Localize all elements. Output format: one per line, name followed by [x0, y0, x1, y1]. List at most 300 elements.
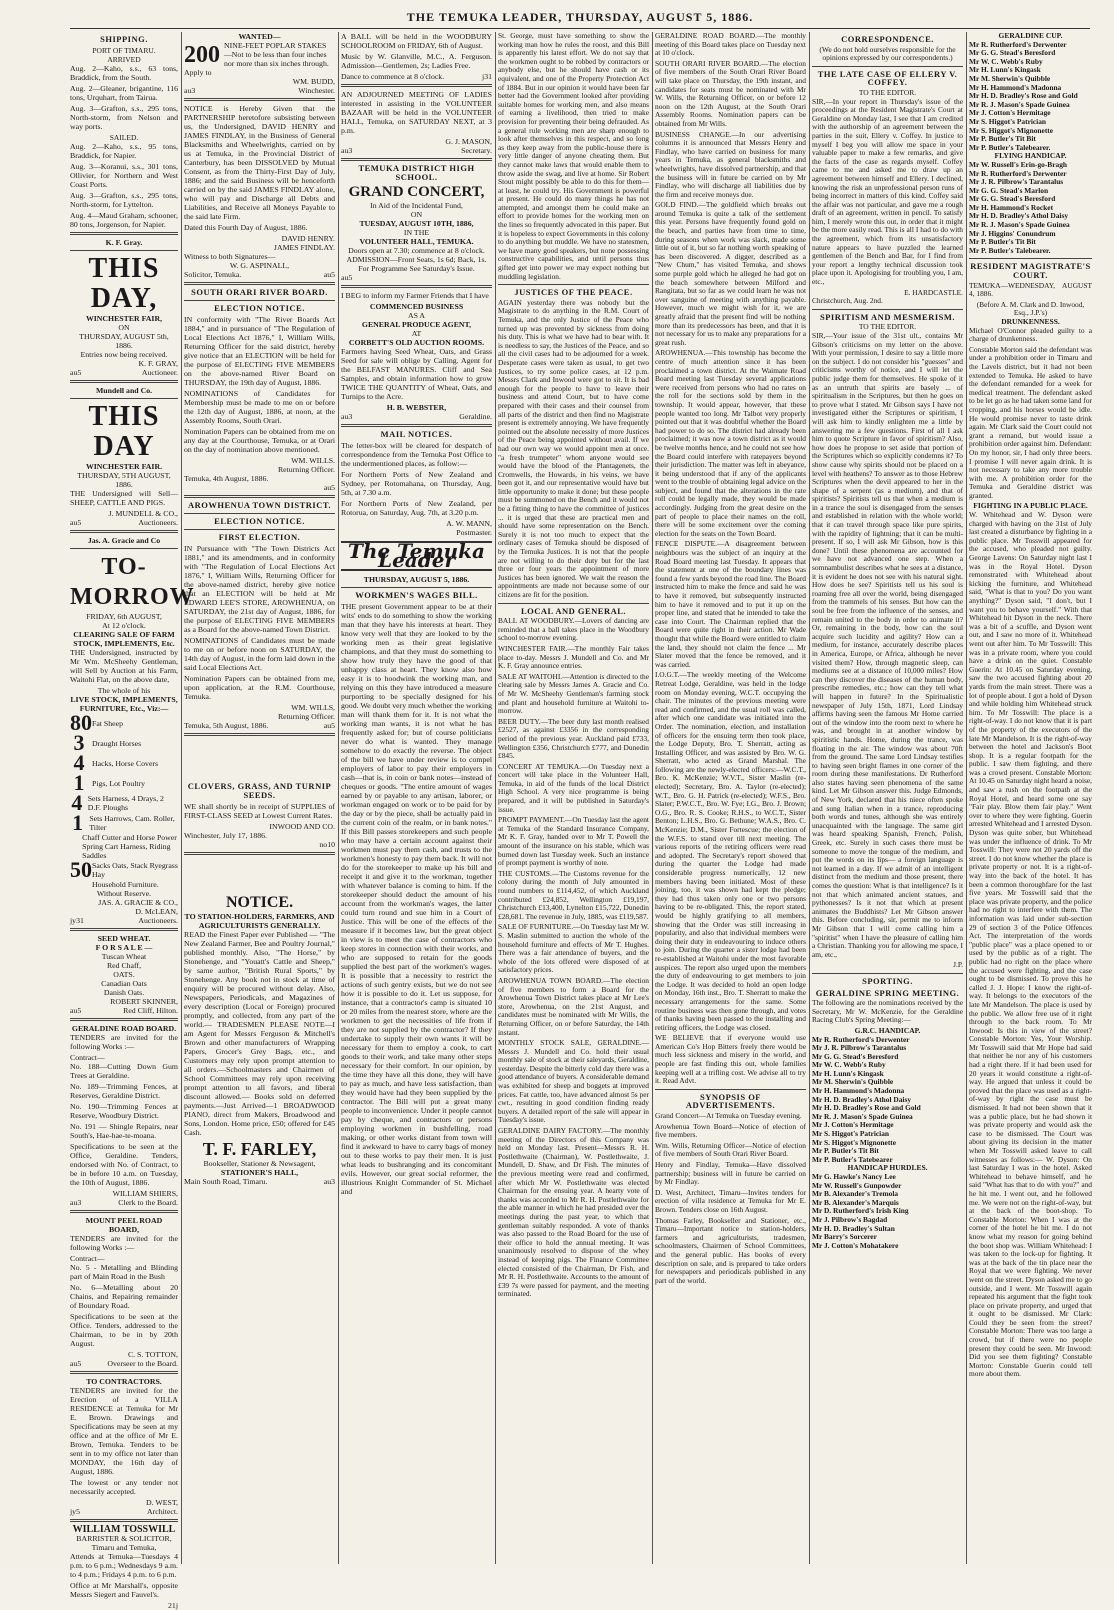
grand-concert-heading: GRAND CONCERT,	[348, 184, 485, 200]
farley-role: Bookseller, Stationer & Newsagent,	[203, 1159, 316, 1168]
nomination-item: Mr G. Hawke's Nancy Lee	[812, 1172, 896, 1181]
ad-ref: 21j	[168, 1601, 178, 1610]
justices-text: AGAIN yesterday there was nobody but the Magistrate to do anything in the R.M. Court of Temuka, and the only Justice of the Peace who turned up was prevented by sickness from doing his duty. This is what we have had to bear with. It is needless to say, the Justices of the Peace, and so all the civil cases had to be adjourned for a week. Desperate cases were taken as usual, to get two Justices, to try some police cases, at 12 p.m. Messrs Clark and Inwood were got to sit. It is bad enough for the people to have to leave their business and attend Court, but to have come prepared with their cases and their counsel from all parts of the district and then find no Magistrate present is extremely annoying. We have frequently pointed out the absolute necessity of more Justices of the Peace being appointed without avail. If we had our own way we would appoint men at once. "a fresh trumpeter" whom anyone would see would have the blood of the Plantagenets, the Cromwells, the Howards, in his veins, we have been got it, and our representative would have but little opportunity to make it done; but these people must be summoned on the Bench and it would not be a fitting thing to have the committee of justices ... it is urged that these are practical men and should have some representation on the Bench. Surely it is not too much to expect that the ordinary cases of Temuka should be disposed of by the Temuka Justices. It is not that the people are not willing to do their duty but for the last three or four years the appointment of more Justices has been ignored. We wait the reason the appointments are made not because some of our citizens are fit for the position.	[498, 297, 649, 599]
nomination-item: Mr S. Higgot's Mignonette	[969, 125, 1054, 135]
wanted-text: NINE-FEET POPLAR STAKES —Not to be less than four inches nor more than six inches through.	[224, 41, 329, 68]
first-election-heading: FIRST ELECTION.	[218, 532, 301, 542]
news-item: AROWHENUA TOWN BOARD.—The election of five members to form a Board for the Arowhenua Town District takes place at Mr Lee's store, Arowhenua, on the 21st August, and candidates must be nominated with Mr Wills, the Returning Officer, on or before Saturday, the 14th instant.	[498, 975, 649, 1037]
place: Red Cliff, Hilton.	[123, 1006, 178, 1015]
ball-music: Music by W. Glanville, M.C., A. Ferguson. Admission—Gentlemen, 2s; Ladies Free.	[341, 52, 492, 70]
stock-label: Fat Sheep	[92, 718, 123, 728]
news-item: BALL AT WOODBURY.—Lovers of dancing are reminded that a ball takes place in the Woodbury school to-morrow evening.	[498, 616, 649, 643]
news-item: GOLD FIND.—The goldfield which breaks out around Temuka is quite a talk of the settlement this year. Persons have frequently found gold on the beach, and parties have from time to time, during seasons when work was slack, made some little out of it, but so far nothing worth speaking of has been discovered. A digger, described as a "New Chum," has visited Temuka, and shows some purple gold which he alleged he had got on the beach somewhere between Milford and Rangitata, but so far as we could learn he was not over sanguine of meeting with anything payable. However, much we might wish for it, we are greatly afraid that the present find will be nothing more than its predecessors has been, and that it is not necessary for us to make any preparations for a great rush.	[655, 200, 806, 347]
signature: DAVID HENRY.	[281, 234, 335, 243]
correspondence-note: (We do not hold ourselves responsible for the opinions expressed by our correspondents.)	[819, 44, 956, 63]
stock-label: Sets Harrows, Cam. Roller, Tilter	[89, 814, 175, 832]
stock-item	[70, 770, 178, 795]
on-label: ON	[410, 210, 423, 219]
farley-address: Main South Road, Timaru.	[184, 1177, 268, 1186]
nomination-item: Mr H. D. Bradley's Rose and Gold	[812, 1103, 921, 1113]
dated-line: Dated this Fourth Day of August, 1886.	[184, 223, 308, 232]
mail-notices-heading: MAIL NOTICES.	[380, 429, 453, 439]
contracts-list	[70, 1062, 178, 1140]
lowest-note: The lowest or any tender not necessarily accepted.	[70, 1478, 178, 1496]
stock-item	[70, 790, 178, 815]
handicap-heading: G.R.C. HANDICAP.	[854, 1025, 921, 1035]
nomination-item: Mr B. Alexander's Tremola	[812, 1189, 899, 1199]
rm-text: Constable Morton said the defendant was under a prohibition order in Timaru and the Lavels district, but it had not been extended to Temuka. He asked to have the defendant remanded for a week for medical treatment. The defendant asked to be let go as he had taken some land for cropping, and his horses would be idle. He would promise never to taste drink again. Mr Clark said the Court could not grant a remand, but would issue a prohibition order against him. Defendant: On my honor, sir, I had only three beers. I promise I will never again drink. It is not necessary to take any more trouble with me. A prohibition order for the Temuka and Geraldine district was granted.	[969, 344, 1092, 500]
shipping-heading: SHIPPING.	[100, 34, 148, 44]
news-item: BUSINESS CHANGE.—In our advertising columns it is announced that Messrs Henry and Findlay, who have carried on business for many years in Temuka, as general blacksmiths and wheelwrights, have dissolved partnership, and that the business will in future be carried on by Mr Findlay, who will discharge all liabilities due by the firm and receive moneys due.	[655, 129, 806, 199]
in-the-label: IN THE	[403, 228, 430, 237]
tosswill-office: Office at Mr Marshall's, opposite Messrs Siegert and Fauvel's.	[70, 1581, 178, 1599]
news-item: WINCHESTER FAIR.—The monthly Fair takes place to-day. Messrs J. Mundell and Co. and Mr K. F. Gray announce entries.	[498, 643, 649, 671]
nomination-item: Mr R. J. Mason's Spade Guinea	[969, 220, 1070, 230]
column-rule	[495, 32, 496, 1564]
ad-ref: no10	[319, 840, 335, 849]
nomination-item: Mr D. Rutherford's Irish King	[812, 1206, 909, 1216]
dated-line: Temuka, 4th August, 1886.	[184, 474, 269, 483]
clovers-heading: CLOVERS, GRASS, AND TURNIP SEEDS.	[187, 781, 332, 800]
mount-peel-heading: MOUNT PEEL ROAD BOARD,	[85, 1216, 163, 1234]
nomination-item: Mr H. Hammond's Rocket	[969, 202, 1054, 212]
stock-label: Sacks Oats, Stack Ryegrass Hay	[92, 861, 178, 879]
election-notice-heading: ELECTION NOTICE.	[214, 516, 305, 526]
divider	[70, 1018, 178, 1021]
ad-ref: au3	[184, 86, 196, 95]
on-label: ON	[118, 323, 130, 332]
divider	[184, 733, 335, 736]
contract-item: No. 6—Metalling about 20 Chains, and Repairing remainder of Boundary Road.	[70, 1283, 178, 1310]
nomination-item: Mr H. D. Bradley's Sultan	[812, 1223, 895, 1233]
flying-list	[969, 161, 1092, 256]
spiritism-heading: SPIRITISM AND MESMERISM.	[819, 311, 956, 322]
seed-item: Danish Oats.	[103, 988, 145, 997]
nomination-item: Mr Barry's Sorcerer	[812, 1232, 877, 1242]
sailing-item: Aug. 4—Maud Graham, schooner, 80 tons, Jorgenson, for Napier.	[70, 211, 178, 229]
orari-election-text: IN conformity with "The River Boards Act 1884," and in pursuance of "The Regulation of Local Elections Act 1876," I, William Wills, Returning Officer for the said district, hereby give notice that an ELECTION will be held for the purpose of ELECTING FIVE MEMBERS on the above-named River Board on THURSDAY, the 19th day of August, 1886.	[184, 315, 335, 387]
synopsis-heading: SYNOPSIS OF ADVERTISEMENTS.	[685, 1091, 776, 1111]
nomination-item: Mr J. Pilbrow's Bagdad	[812, 1214, 888, 1224]
column-7	[969, 32, 1092, 1381]
apply-label: Apply to	[184, 68, 212, 77]
tenders-text: TENDERS are invited for the following Works :—	[70, 1033, 178, 1051]
ad-ref: au3	[341, 412, 353, 421]
synopsis-item: Thomas Farley, Bookseller and Stationer, etc., Timaru—Important notice to station-holders, farmers and agriculturists, tradesmen, schoolmasters, Chairmen of School Committees, and the general public. Has books of every description on sale, and is prepared to take orders for newspapers and periodicals published in any part of the world.	[655, 1215, 806, 1285]
witness-label: Witness to both Signatures—	[184, 252, 276, 261]
place: Winchester, July 17, 1886.	[184, 831, 267, 840]
nomination-item: Mr B. Alexander's Marquis	[812, 1197, 899, 1207]
whole-label: The whole of his	[97, 686, 151, 695]
synopsis-item: D. West, Architect, Timaru—Invites tenders for erection of villa residence at Temuka for Mr E. Brown. Tenders close on 16th August.	[655, 1187, 806, 1214]
stock-label: Household Furniture.	[92, 880, 159, 889]
signature: INWOOD AND CO.	[269, 822, 335, 831]
sailed-label: SAILED.	[109, 133, 139, 142]
synopsis-item: Henry and Findlay, Temuka—Have dissolved partnership; business will in future be carried on by Mr Findlay.	[655, 1160, 806, 1187]
nomination-item: Mr P. Butler's Talebearer.	[969, 245, 1051, 255]
news-item: GERALDINE ROAD BOARD.—The monthly meeting of this Board takes place on Tuesday next at 10 o'clock.	[655, 31, 806, 58]
news-item: FENCE DISPUTE.—A disagreement between neighbours was the subject of an inquiry at the Road Board meeting last Tuesday. It appears that the statement at one of the boundary lines was found a few yards beyond the road line. The Board instructed him to make the fence and said he was to have it removed, but subsequently instructed him to have it removed and to put it up on the proper line, and stated that he intended to take the case into Court. The Chairman replied that the Board were quite right in their action. Mr Wade thought that while the Board were entitled to claim the land, they should not claim the fence ... Mr Slater moved that the fence be removed, and it was carried.	[655, 539, 806, 669]
masthead-rule	[70, 28, 1090, 29]
entries-note: Entries now being received.	[80, 350, 168, 359]
seed-item: Canadian Oats	[101, 979, 147, 988]
seed-item: OATS.	[113, 970, 135, 979]
divider	[70, 1371, 178, 1374]
arrivals-list	[70, 64, 178, 131]
nomination-item: Mr G. G. Stead's Beresford	[812, 1051, 899, 1061]
mail-north: For Northern Ports of New Zealand and Sydney, per Rotomahana, on Thursday, Aug. 5th, at 7.30 a.m.	[341, 470, 492, 497]
stock-count: 4	[73, 750, 85, 775]
divider	[184, 282, 335, 285]
ball-time: Dance to commence at 8 o'clock.	[341, 72, 445, 81]
news-item: SALE AT WAITOHI.—Attention is directed to the clearing sale by Messrs James A. Gracie and Co. of Mr W. McSheehy Gentleman's farming stock and plant and household furniture at Waitohi to-morrow.	[498, 671, 649, 716]
spiritism-letter: SIR,—Your issue of the 31st ult., contains Mr Gibson's criticisms on my letter on the above. With your permission, I desire to say a little more on the subject. I do not consider his "guesses" and criticisms worthy of notice, and I will let the public judge them for themselves. He spoke of it as an untruth that spirits are basely ... of spiritualism in the Scriptures, but then he goes on to prove what I stated. Mr Gibson says I have not investigated either the Scriptures or spiritism, I will ask him to kindly enlighten me a little by answering me a few questions. First of all I ask him to quote Scripture in favor of spiritism? Also, how does he propose to set aside that portion of the Scriptures which so explicitly condemns it? To show cause why spirits should not be placed on a level with heathens? To answer as to those Hebrew Scriptures when the devil appeared to her in the shape of a serpent (as a medium), and that of spiritists? Spiritists tell us that when a medium is in a trance the soul is disengaged from the senses and established in relation with the whole world; that it can travel through space like pure spirits, with the rapidity of lightning; that it can be multi-present. If so, I will ask Mr Gibson, how is this done? Until these phenomena are accounted for we have not advanced one step. When a somnambulist describes what he sees at a distance, it is evident he does not see with his natural sight. How does he see? Spiritists tell us his soul is roaming free all over the world, being disengaged from the trammels of his senses. But how can the soul be free from the influence of the senses, and remain united to the body in order to animate it? Or, remaining in the body, how can the soul acquire such lucidity and agility? How can a medium, for instance, accurately describe places in America, Europe, or Africa, although he never visited them? How, through magnetic sleep, can mediums see at a distance of 10,000 miles? How can they discover the diseases of the human body, prescribe remedies, etc.; how can they tell what will happen in future? In the Spiritualistic newspaper of July 15th, 1871, Lord Lindsay affirms having seen the famous Mr Home carried out of the window into the room next to where he was, and brought in at another window by spiritistic hands. Home, during the trance, was floating in the air. The window was about 70ft from the ground. The same Lord Lindsay testifies to having seen bright flames in one corner of the room during these manifestations. Dr Rutherford also states having seen phenomena of the same kind. Let Mr Gibson answer this. Judge Edmonds, of New York, declared that his niece often spoke and sung Italian when in a trance, reproducing both words and tunes, although she was entirely unacquainted with the language. The same girl was heard speaking Spanish, French, Polish, Greek, etc. Surely in such cases there must be someone to move the tongue of the medium, and put the words on its lips— a foreign language is not learned in a day. If we admit of an intelligent distinct from the medium and those present, there comes the question: What is that intelligence? Is it not that which animated ancient statues, and pythonesses? Is it not that which at present animates the Buddhists? Let Mr Gibson answer this. Before concluding, sir, permit me to inform Mr Gibson that I will come calling him a "spiritist" when I have the pleasure of calling him a Christian. Thanking you for allowing me space, I am, etc.,	[812, 331, 963, 959]
fighting-text: W. Whitehead and W. Dyson were charged with having on the 31st of July last created a disturbance by fighting in a public place. Mr Tosswill appeared for the accused, who pleaded not guilty. George Lavens: On Saturday night last I was in the Royal Hotel. Dyson remonstrated with Whitehead about kicking the furniture, and Whitehead said, "What is that to you? Do you want anything?" Dyson said, "I don't, but I want you to behave yourself." With that Whitehead hit Dyson in the neck. There was a bit of a scuffle, and Dyson went out, and I saw no more of it. Whitehead went out after him. To Mr Tosswill: This was in a private room, where you could have a drink on the quiet. Constable Guerin: At 10.45 on Saturday evening, saw the two accused fighting about 20 yards from the main street. There was a lot of people about. I got a hold of Dyson and while holding him Whitehead struck him. To Mr Tosswill: The place is a right-of-way. I do not know that it is part of the property of the executors of the late Mr Mandelson. It is the right-of-way between the hotel and Jackson's Boot shop. It is a regular footpath for the public. I saw them fighting, and there was a crowd present. Constable Morton: At 10.45 on Saturday night heard a noise, and saw a rush on the footpath at the Royal Hotel, and heard some one say "Fair play. Blow them fair play." Went over to where they were fighting. Guerin arrested Whitehead and I arrested Dyson. Dyson was quite sober, but Whitehead was under the influence of drink. To Mr Tosswill: They were not 20 yards off the street. I do not know whether the place is private property or not. It is a right-of-way into the back of the hotel. It has been a common thoroughfare for the last five years. Mr Tosswill said that the place was private property, and the police had no right to interfere with them. The information was laid under sub-section 29 of section 3 of the Police Offences Act. The interpretation of the words "public place" was a place opened to or used by the public as of a right. The public had no right on the place where the accused were fighting, and the case ought to be dismissed. To prove this he called J. J. Hope: I know the right-of-way. It belongs to the executors of the late Mr Mandelson. The place is used by the public. We allow free use of it right through to the back room. To Mr Inwood: Is this in view of the street? Constable Morton: Yes, Your Worship. Mr Tosswill said that Mr Hope had said that neither he nor any of his customers had a right there. If it had been used for 20 years it would constitute a right-of-way. He argued that unless it could be proved that the place was used as a right-of-way by right the case must be dismissed. It had not been shown that it was a public place, but he had shown it was private property and would ask the case to be dismissed. The Court was about giving its decision in the matter when Mr Tosswill asked leave to call witnesses as follows:— W. Dyson: On last Saturday I was in the hotel. Asked Whitehead to behave himself, and he said "What has that to do with you?" and he hit me. I went out, and he followed me. We were not on the right-of-way, but at the back of the boot-shop. To Constable Morton: When I was at the corner of the hotel he hit me. I do not know what my reason for going behind the boot shop was. William Whitehead: I was taken to the lock-up for fighting. It was at the back of the tin place near the Royal that we were fighting. We never went on the street. Dyson asked me to go outside, and I went. Mr Tosswill again repeated his argument that the fight took place on private property, and urged that it ought to be dismissed. Mr Clark: Could they be seen from the street? Constable Morton: There was too large a crowd, but if there were no people present they could be seen. Mr Inwood: Did you see them fighting? Constable Morton: Constable Guerin could tell more about them.	[969, 510, 1092, 1379]
webster-intro: I BEG to inform my Farmer Friends that I have	[341, 291, 489, 300]
signature: D. WEST,	[146, 1498, 178, 1507]
cup-list	[969, 41, 1092, 153]
divider	[341, 158, 492, 161]
gracie-heading: Jas. A. Gracie and Co	[87, 536, 161, 545]
signature: WM. WILLS,	[291, 703, 335, 712]
sporting-heading: SPORTING.	[862, 975, 913, 986]
nomination-item: Mr S. Higgot's Mignonette	[812, 1137, 897, 1147]
wanted-number: 200	[184, 41, 220, 68]
arrival-item: Aug. 2—Gleaner, brigantine, 116 tons, Urquhart, from Tairua.	[70, 84, 178, 102]
signature: JAS. A. GRACIE & CO.,	[98, 898, 178, 907]
role: Clerk to the Board.	[118, 1198, 178, 1207]
nomination-item: Mr H. Hammond's Madonna	[812, 1086, 905, 1096]
nomination-item: Mr S. Higgot's Patrician	[969, 116, 1047, 126]
nomination-item: Mr H. Lunn's Kingask	[969, 65, 1041, 75]
signature: ROBERT SKINNER,	[110, 997, 178, 1006]
nomination-item: Mr W. Russell's Gunpowder	[812, 1180, 902, 1190]
nomination-item: Mr R. Rutherford's Derwenter	[969, 39, 1067, 49]
justices-heading: JUSTICES OF THE PEACE.	[514, 287, 633, 298]
divider	[184, 852, 335, 855]
notice-text: READ the Finest Paper ever Published — "The New Zealand Farmer, Bee and Poultry Journal," published monthly. Also, "The Horse," by Stonehenge, and "Youatt's Cattle and Sheep," by same author, "British Rural Sports," by Stonehenge. Any book not in stock at time of enquiry will be procured without delay. Also, Newspapers, Periodicals, and Magazines of every description (Local or Foreign) procured promptly, and collected, from any part of the world.— TRADESMEN PLEASE NOTE—I am Agent for Messrs Ferguson & Mitchell's Brown and other manufacturers of Wrapping Papers, Grocer's Grey Bags, etc., and Customers may rely upon prompt attention to all orders.—Schoolmasters and Chairmen of School Committees may rely upon receiving prompt attention to all favors, and liberal discount allowed.— Books sold on deferred payments.—Just Arrived—1 BROADWOOD PIANO, direct from Makers, Broadwood and Sons, London. Home price, £50; offered for £45 Cash.	[184, 930, 335, 1137]
divider	[70, 1519, 178, 1522]
divider	[70, 250, 178, 251]
ad-ref: au5	[323, 270, 335, 279]
mundell-heading: Mundell and Co.	[95, 386, 153, 395]
signature: J. MUNDELL & CO.,	[108, 509, 178, 518]
partnership-notice: NOTICE is Hereby Given that the PARTNERSHIP heretofore subsisting between us, the Undersigned, DAVID HENRY and JAMES FINDLAY, in the Business of General Blacksmiths and Wheelwrights, carried on by us at Temuka, in the Provincial District of Canterbury, has been DISSOLVED by Mutual Consent, as from the Thirty-First Day of July, 1886; and the said Business will be henceforth carried on by the said JAMES FINDLAY alone, who will pay and Discharge all Debts and Liabilities, and Receive all Moneys Payable to the said late Firm.	[184, 104, 335, 221]
stock-count: 80	[70, 710, 92, 735]
column-3	[341, 32, 492, 1198]
to-editor-label: TO THE EDITOR.	[858, 322, 917, 332]
role: Returning Officer.	[277, 465, 335, 474]
place: Winchester.	[298, 86, 335, 95]
nomination-item: Mr R. Rutherford's Derwenter	[812, 1034, 910, 1044]
coffey-letter: SIR,—In your report in Thursday's issue of the proceedings at the Resident Magistrate's Court at Geraldine on Monday last, I see that I am credited with the authorship of an agreement between the parties in the suit, Ellery v. Coffey. In justice to myself I beg you will allow me space in your valuable paper to make a few remarks, and give the facts of the case as regards myself. Coffey came to me and asked me to draw up an agreement between himself and Ellery. I declined, knowing the risk an unprofessional person runs of being incorrect in matters of this kind. Coffey said the affair was not particular, and gave me a rough draft of an agreement, written in pencil. To satisfy him, I merely wrote this out, in order that it might be the more easily read. This is all I had to do with the agreement, which from its unsatisfactory nature appears to have puzzled the learned gentlemen of the Bench and Bar, for I find from your report a lengthy technical discussion took place upon it. Apologising for troubling you, I am, etc.,	[812, 96, 963, 287]
notice-heading: NOTICE.	[225, 894, 294, 911]
role: Overseer to the Board.	[107, 1359, 178, 1368]
sailing-item: Aug. 2—Kaho, s.s., 95 tons, Braddick, for Napier.	[70, 142, 178, 160]
dated-line: Christchurch, Aug. 2nd.	[812, 296, 883, 306]
clovers-text: WE shall shortly be in receipt of SUPPLIES of FIRST-CLASS SEED at Lowest Current Rates.	[184, 802, 335, 820]
signature: E. HARDCASTLE.	[904, 287, 963, 297]
contractors-text: TENDERS are invited for the Erection of a VILLA RESIDENCE at Temuka for Mr E. Brown. Drawings and Specifications may be seen at my office and at the office of Mr E. Brown, Temuka. Tenders to be sent in to my office not later than MONDAY, the 16th day of August, 1886.	[70, 1386, 178, 1476]
divider	[70, 398, 178, 399]
blank-space	[184, 858, 335, 894]
blank-space	[184, 739, 335, 779]
nomination-item: Mr W. Russell's Erin-go-Bragh	[969, 159, 1068, 169]
seed-item: Tuscan Wheat	[101, 952, 147, 961]
rm-date: TEMUKA—WEDNESDAY, AUGUST 4, 1886.	[969, 280, 1092, 299]
news-item: MONTHLY STOCK SALE, GERALDINE.—Messrs J. Mundell and Co. hold their usual monthly sale of stock at their saleyards, Geraldine, yesterday. Despite the bitterly cold day there was a good attendance of buyers. A considerable demand was exhibited for sheep and boggets at improved prices. Fat cattle, too, have advanced almost 5s per cwt., resulting in good condition finding ready buyers. A detailed report of the sale will appear in Tuesday's issue.	[498, 1038, 649, 1125]
arowhenua-nominations: NOMINATIONS of Candidates must be made to me on or before noon on SATURDAY, the 14th day of August, in the form laid down in the said Local Elections Act.	[184, 636, 335, 672]
divider	[70, 530, 178, 533]
signature: WM. BUDD,	[292, 77, 335, 86]
contract-item: No. 5 - Metalling and Blinding part of Main Road in the Bush	[70, 1263, 178, 1281]
role: Postmaster.	[456, 528, 492, 537]
news-item: BEER DUTY.—The beer duty last month realised £2527, as against £3356 in the corresponding period of the previous year. Auckland paid £733, Wellington £356, Christchurch £777, and Dunedin £845.	[498, 716, 649, 761]
nomination-item: Mr P. Butler's Tatebearer	[812, 1154, 893, 1164]
signature: H. B. WEBSTER,	[386, 403, 447, 412]
ad-ref: au5	[323, 483, 335, 492]
arrived-label: ARRIVED	[107, 55, 141, 64]
ad-ref: au3	[323, 1177, 335, 1186]
ad-ref: au5	[70, 1359, 82, 1368]
contractors-heading: TO CONTRACTORS.	[86, 1377, 162, 1386]
ball-notice: A BALL will be held in the WOODBURY SCHOOLROOM on FRIDAY, 6th of August.	[341, 32, 492, 50]
clearing-sale-heading: CLEARING SALE OF FARM STOCK, IMPLEMENTS, Etc.	[73, 630, 175, 648]
webster-body: Farmers having Seed Wheat, Oats, and Grass Seed for sale will oblige by Calling. Agent for the BELFAST MANURES. Cliff and Sea Samples, and obtain information how to grow TWICE THE QUANTITY of Wheat, Oats, and Turnips to the Acre.	[341, 347, 492, 401]
local-items-list	[655, 32, 806, 1086]
synopsis-item: Wm. Wills, Returning Officer—Notice of election of five members of South Orari River Board.	[655, 1140, 806, 1159]
column-2	[184, 32, 335, 1186]
signature: J.P.	[953, 960, 963, 970]
for-sale-label: F O R S A L E —	[95, 943, 153, 952]
role: Auctioneers.	[138, 916, 178, 925]
sale-text: THE Undersigned will Sell— SHEEP, CATTLE AND PIGS.	[70, 489, 178, 507]
ad-ref: au5	[70, 1006, 82, 1015]
news-item: SALE OF FURNITURE.—On Tuesday last Mr W. S. Maslin submitted to auction the whole of the household furniture and effects of Mr T. Hughes. There was a fair attendance of buyers, and the whole of the lots offered were disposed of at satisfactory prices.	[498, 922, 649, 975]
nomination-item: Mr W. C. Webb's Ruby	[812, 1060, 886, 1070]
geraldine-board-heading: GERALDINE ROAD BOARD.	[71, 1024, 177, 1033]
arrival-item: Aug. 2—Kaho, s.s., 63 tons, Braddick, from the South.	[70, 64, 178, 82]
to-editor-label: TO THE EDITOR.	[858, 87, 917, 97]
local-general-heading: LOCAL AND GENERAL.	[520, 605, 627, 616]
news-item: THE CUSTOMS.—The Customs revenue for the colony during the month of July amounted in round numbers to £114,452, of which Auckland contributed £24,852, Wellington £19,197, Christchurch £13,400, Lyttelton £15,722, Dunedin £28,681. The revenue in July, 1885, was £119,587.	[498, 868, 649, 921]
local-items-list	[498, 617, 649, 1299]
signature: D. McLEAN,	[135, 907, 178, 916]
concert-programme: For Programme See Saturday's Issue.	[358, 264, 475, 273]
column-rule	[809, 32, 810, 1564]
arowhenua-text: IN Pursuance with "The Town Districts Act 1881," and its amendments, and in conformity with "The Regulation of Local Elections Act 1876," I, William Wills, Returning Officer for the above-named district, hereby give notice that an ELECTION will be held at Mr EDWARD LEE'S STORE, AROWHENUA, on SATURDAY, the 21st day of August, 1886, for the purpose of ELECTING FIVE MEMBERS as a Board for the above-named Town District.	[184, 544, 335, 634]
nomination-item: Mr P. Butler's Talebearer.	[969, 142, 1051, 152]
column-rule	[338, 32, 339, 1564]
wages-bill-text: THE present Government appear to be at their wits' ends to do something to show the working man that they have his interests at heart. They know very well that they are looked to by the working men as their great legislative champions, and that they must do something to show how truly they have the good of that unhappy class at heart. They know also how easy it is to hoodwink the working man, and relying on this they have introduced a measure purporting to be specially designed for his good. We doubt very much whether the working man will thank them for it. It is not what the working man wants, it is not what he has frequently asked for; but of course politicians never do what is wanted. They manage somehow to do exactly the reverse. The object of the bill we have under review is to compel employers of labor to pay their employers in cash—that is, in coin or bank notes—instead of cheques or goods. "The entire amount of wages earned by or payable to any artisan, laborer, or workman engaged on work or to be paid for by the day or by the piece, shall be actually paid in the current coin of the realm, or in bank notes." If this Bill passes storekeepers and such people who may have a certain account against their workmen must pay them cash, and trusts to the workmen's honesty to pay them back. It will not do for the storekeeper to make up his bill and receipt it and give it to the workman, together with whatever balance is coming to him. If the storekeeper should deduct the amount of his account from the workman's wages, the latter could turn round and sue him in a Court of Justice. This will be one of the effects of the measure if it becomes law, but the great object in view is to meet the case of contractors who keep stores in connection with their works, and who are supposed to retain for the goods supplied the best part of the workmen's wages. It is possible that a necessity to restrict the actions of such gentry exists, but we do not see how it is possible to do it. Let us suppose, for instance, that a contractor's camp is situated 10 or 20 miles from the nearest store, where are the workmen to get the necessities of life from if they are not supplied by the contractor? If they undertake to supply their own wants it will be necessary for them to employ a cook, to cart goods to their work, and take many other steps necessary for their comfort. In our opinion, by the time they have all this done, they will have to pay as much, and have less satisfaction, than they would have had they been supplied by the contractor. The Bill will put a great many people to inconvenience. Under it people cannot pay by cheque, and contractors or persons employing workmen in bushfelling, road making, or other works distant from town will find it awkward to have to carry bags of money out to these works to pay their men. It is just what leads to bushranging and its concomitant evils. However, our great social reformer, the illustrious Knight Commander of St. Michael and	[341, 602, 492, 1196]
rm-court-heading: RESIDENT MAGISTRATE'S COURT.	[970, 261, 1091, 281]
contract-label: Contract—	[70, 1254, 105, 1263]
spring-meeting-text: The following are the nominations received by the Secretary, Mr W. McKenzie, for the Geraldine Racing Club's Spring Meeting:—	[812, 998, 963, 1025]
webster-commenced: COMMENCED BUSINESS	[369, 302, 464, 311]
signature: K. F. GRAY,	[138, 359, 178, 368]
divider	[498, 603, 649, 604]
spring-meeting-heading: GERALDINE SPRING MEETING.	[815, 987, 960, 998]
sailing-item: Aug. 3—Koranui, s.s., 301 tons, Ollivier, for Northern and West Coast Ports.	[70, 162, 178, 189]
tosswill-text: Attends at Temuka—Tuesdays 4 p.m. to 6 p.m.; Wednesdays 9 a.m. to 4 p.m.; Fridays 4 p.m. to 6 p.m.	[70, 1552, 178, 1579]
divider	[812, 309, 963, 310]
column-rule	[652, 32, 653, 1564]
reserve-note: Without Reserve.	[96, 889, 152, 898]
nomination-item: Mr J. Cotton's Hermitage	[812, 1120, 894, 1130]
nomination-item: Mr R. Rutherford's Derwenter	[969, 168, 1067, 178]
leader-date: THURSDAY, AUGUST 5, 1886.	[363, 575, 470, 584]
stock-item	[70, 810, 178, 835]
fair-date: THURSDAY, 5TH AUGUST, 1886.	[77, 471, 171, 489]
adjourned-meeting: AN ADJOURNED MEETING OF LADIES interested in assisting in the VOLUNTEER BAZAAR will be held in the VOLUNTEER HALL, Temuka, on SATURDAY NEXT, at 3 p.m.	[341, 90, 492, 135]
contract-label: Contract—	[70, 1053, 105, 1062]
synopsis-item: Grand Concert—At Temuka on Tuesday evening.	[655, 1111, 802, 1121]
dated-line: Temuka, 5th August, 1886.	[184, 721, 269, 730]
synopsis-item: Arowhenua Town Board—Notice of election of five members.	[655, 1121, 806, 1140]
hurdles-heading: HANDICAP HURDLES.	[847, 1163, 928, 1173]
contracts-list	[70, 1263, 178, 1310]
nomination-item: Mr P. Butler's Tit Bit	[812, 1146, 879, 1156]
wanted-heading: WANTED—	[238, 32, 281, 41]
mail-north-2: For Northern Ports of New Zealand, per Rotorua, on Saturday, Aug. 7th, at 3.20 p.m.	[341, 499, 492, 517]
stock-count: 4	[71, 790, 83, 815]
seed-wheat-heading: SEED WHEAT.	[97, 934, 151, 943]
live-stock-heading: LIVE STOCK, IMPLEMENTS, FURNITURE, Etc., Viz:—	[70, 695, 178, 713]
contract-item: No. 188—Cutting Down Gum Trees at Geraldine.	[70, 1062, 178, 1080]
stock-item	[70, 857, 178, 882]
role: Returning Officer.	[277, 712, 335, 721]
concert-admission: ADMISSION—Front Seats, 1s 6d; Back, 1s.	[346, 255, 487, 264]
nomination-item: Mr H. Lunn's Kingask	[812, 1068, 884, 1078]
concert-aid: In Aid of the Incidental Fund,	[370, 201, 463, 210]
nomination-item: Mr P. Butler's Tit Bit	[969, 134, 1036, 144]
specs-text: Specifications to be seen at the Office. Tenders, addressed to the Chairman, to be in by 20th August.	[70, 1312, 178, 1348]
news-item: PROMPT PAYMENT.—On Tuesday last the agent at Temuka of the Standard Insurance Company, Mr K. F. Gray, handed over to Mr T. Powell the amount of the insurance on his stable, which was burned down last Tuesday week. Such an instance of prompt payment is worthy of note.	[498, 815, 649, 868]
stock-label: Pigs, Lot Poultry	[92, 778, 146, 788]
drunkenness-text: Michael O'Connor pleaded guilty to a charge of drunkenness.	[969, 325, 1092, 344]
contract-item: No. 189—Trimming Fences, at Reserves, Geraldine District.	[70, 1082, 178, 1100]
concert-date: TUESDAY, AUGUST 10TH, 1886,	[359, 219, 474, 228]
concert-doors: Doors open at 7.30; commence at 8 o'clock.	[348, 246, 485, 255]
place: Geraldine.	[459, 412, 492, 421]
webster-general: GENERAL PRODUCE AGENT,	[361, 320, 472, 329]
divider	[70, 1210, 178, 1213]
nomination-item: Mr P. Butler's Tit Bit	[969, 237, 1036, 247]
nomination-item: Mr H. D. Bradley's Athol Daisy	[969, 211, 1069, 221]
fighting-heading: FIGHTING IN A PUBLIC PLACE.	[973, 501, 1088, 511]
sailings-list	[70, 142, 178, 229]
nomination-item: Mr W. C. Webb's Ruby	[969, 56, 1043, 66]
role: Secretary.	[461, 146, 492, 155]
as-a-label: AS A	[407, 311, 426, 320]
orari-nominations: NOMINATIONS of Candidates for Membership must be made to me on or before the 12th day of August, 1886, at noon, at the Assembly Rooms, South Orari.	[184, 389, 335, 425]
orari-papers: Nomination Papers can be obtained from me on any day at the Courthouse, Temuka, or at Orari on the day of nomination above mentioned.	[184, 427, 335, 454]
masthead: THE TEMUKA LEADER, THURSDAY, AUGUST 5, 1886.	[406, 10, 754, 24]
signature: W. G. ASPINALL,	[229, 261, 290, 270]
column-5	[655, 32, 806, 1287]
arowhenua-heading: AROWHENUA TOWN DISTRICT.	[187, 500, 332, 510]
drunkenness-heading: DRUNKENNESS.	[1001, 317, 1060, 326]
divider	[341, 84, 492, 87]
nomination-item: Mr M. Sherwin's Quibble	[812, 1077, 894, 1087]
divider	[184, 529, 335, 530]
nomination-item: Mr G. G. Stead's Beresford	[969, 194, 1056, 204]
news-item: SOUTH ORARI RIVER BOARD.—The election of five members of the South Orari River Board will take place on Thursday, the 19th instant, and candidates for seats must be nominated with Mr W. Wills, the Returning Officer, on or before 12 noon on the 12th August, at the South Orari Assembly Rooms. Nomination papers can be obtained from Mr Wills.	[655, 58, 806, 128]
nomination-item: Mr J. R. Pilbrow's Tarantalus	[969, 177, 1064, 187]
nomination-item: Mr R. J. Mason's Spade Guinea	[969, 99, 1070, 109]
role: Auctioneer.	[141, 368, 178, 377]
mail-text: The letter-box will be cleared for despatch of correspondence from the Temuka Post Office to the undermentioned places, as follow:—	[341, 441, 492, 468]
contract-item: No. 190—Trimming Fences at Reserve, Woodbury District.	[70, 1102, 178, 1120]
role: Architect.	[147, 1507, 178, 1516]
contract-item: No. 191 — Shingle Repairs, near South's, Hae-hae-te-moana.	[70, 1122, 178, 1140]
column-rule	[181, 32, 182, 1564]
stock-count: 1	[73, 770, 85, 795]
tosswill-place: Timaru and Temuka,	[91, 1543, 157, 1552]
signature: G. J. MASON,	[445, 137, 492, 146]
ad-ref: au3	[70, 1198, 82, 1207]
ad-ref: jy5	[70, 1507, 80, 1516]
nomination-item: Mr J. Cotton's Mohatakere	[812, 1240, 899, 1250]
hurdles-list	[812, 1173, 963, 1250]
rm-before: (Before A. M. Clark and D. Inwood, Esq., J.P.'s)	[976, 299, 1085, 318]
divider	[184, 300, 335, 301]
nomination-item: Mr H. Hammond's Madonna	[969, 82, 1062, 92]
nomination-item: Mr R. J. Mason's Spade Guinea	[812, 1111, 913, 1121]
divider	[70, 380, 178, 383]
stock-item	[70, 833, 178, 860]
port-heading: PORT OF TIMARU.	[92, 46, 156, 55]
farley-stationers: STATIONER'S HALL,	[220, 1168, 299, 1177]
stock-label: Draught Horses	[92, 738, 142, 748]
notice-subheading: TO STATION-HOLDERS, FARMERS, AND AGRICULTURISTS GENERALLY.	[184, 912, 335, 930]
divider	[184, 495, 335, 498]
nomination-item: Mr H. D. Bradley's Rose and Gold	[969, 91, 1078, 101]
concert-venue: VOLUNTEER HALL, TEMUKA.	[359, 237, 474, 246]
election-notice-heading: ELECTION NOTICE.	[214, 303, 305, 313]
arrival-item: Aug. 3—Grafton, s.s., 295 tons, North-storm, from Nelson and way ports.	[70, 104, 178, 131]
synopsis-list	[655, 1112, 806, 1285]
divider	[70, 232, 178, 235]
fair-heading: WINCHESTER FAIR.	[85, 462, 163, 471]
stock-count: 1	[72, 810, 84, 835]
sailing-item: Aug. 3—Grafton, s.s., 295 tons, North-storm, for Lyttelton.	[70, 191, 178, 209]
stock-count: 50	[70, 857, 92, 882]
at-label: AT	[411, 329, 422, 338]
webster-location: CORBETT'S OLD AUCTION ROOMS.	[348, 338, 485, 347]
divider	[70, 928, 178, 931]
arowhenua-papers: Nomination Papers can be obtained from me, upon application, at the R.M. Courthouse, Temuka.	[184, 674, 335, 701]
coffey-heading: THE LATE CASE OF ELLERY V. COFFEY.	[817, 68, 958, 88]
ad-ref: au5	[341, 273, 353, 282]
tomorrow-heading: TO-MORROW	[70, 554, 195, 610]
wages-bill-continued: St. George, must have something to show the working man how he rules the roost, and this Bill is apparently his latest effort. We do not say that the workmen ought to be robbed by contractors or anybody else, but he should have cash or its equivalent, and one of the Property Protection Act of 1884. But in our opinion it would have been far better had the Government looked after providing suitable homes for working men, and also means of earning a livelihood, then tried to make provision for preventing their being defrauded. As a general rule working men are sharp enough to look after themselves in this respect, and so long as they keep away from the public-house there is very little danger of anyone cheating them. But they cannot make laws that would enable them to throw aside the swag, and live at home. Sir Robert Stout might possibly be able to do this for them— at least, he could try. His Government is powerful at present. He could do many things he has not attempted, and amongst them he could make an effort to provide homes for the working men on the lines so frequently advocated in this paper. But it is hopeless to expect Governments in this colony to do anything but muddle. We have no statesmen, we have many good speakers, but none possessing constructive capabilities, and until persons thus gifted get into power we may expect nothing but muddling legislation.	[498, 31, 649, 281]
school-heading: TEMUKA DISTRICT HIGH SCHOOL.	[358, 163, 475, 182]
seeds-list	[70, 952, 178, 997]
correspondence-heading: CORRESPONDENCE.	[841, 34, 934, 44]
column-1	[70, 32, 195, 1610]
column-rule	[966, 32, 967, 1564]
flying-heading: FLYING HANDICAP.	[994, 151, 1067, 161]
ad-ref: au5	[70, 368, 82, 377]
column-6	[812, 32, 963, 1250]
fair-date: THURSDAY, AUGUST 5th, 1886.	[79, 332, 169, 350]
stock-list	[70, 710, 178, 889]
stock-item	[70, 710, 178, 735]
divider	[969, 258, 1092, 259]
nomination-item: Mr M. Sherwin's Quibble	[969, 73, 1051, 83]
fair-heading: WINCHESTER FAIR,	[85, 314, 163, 323]
